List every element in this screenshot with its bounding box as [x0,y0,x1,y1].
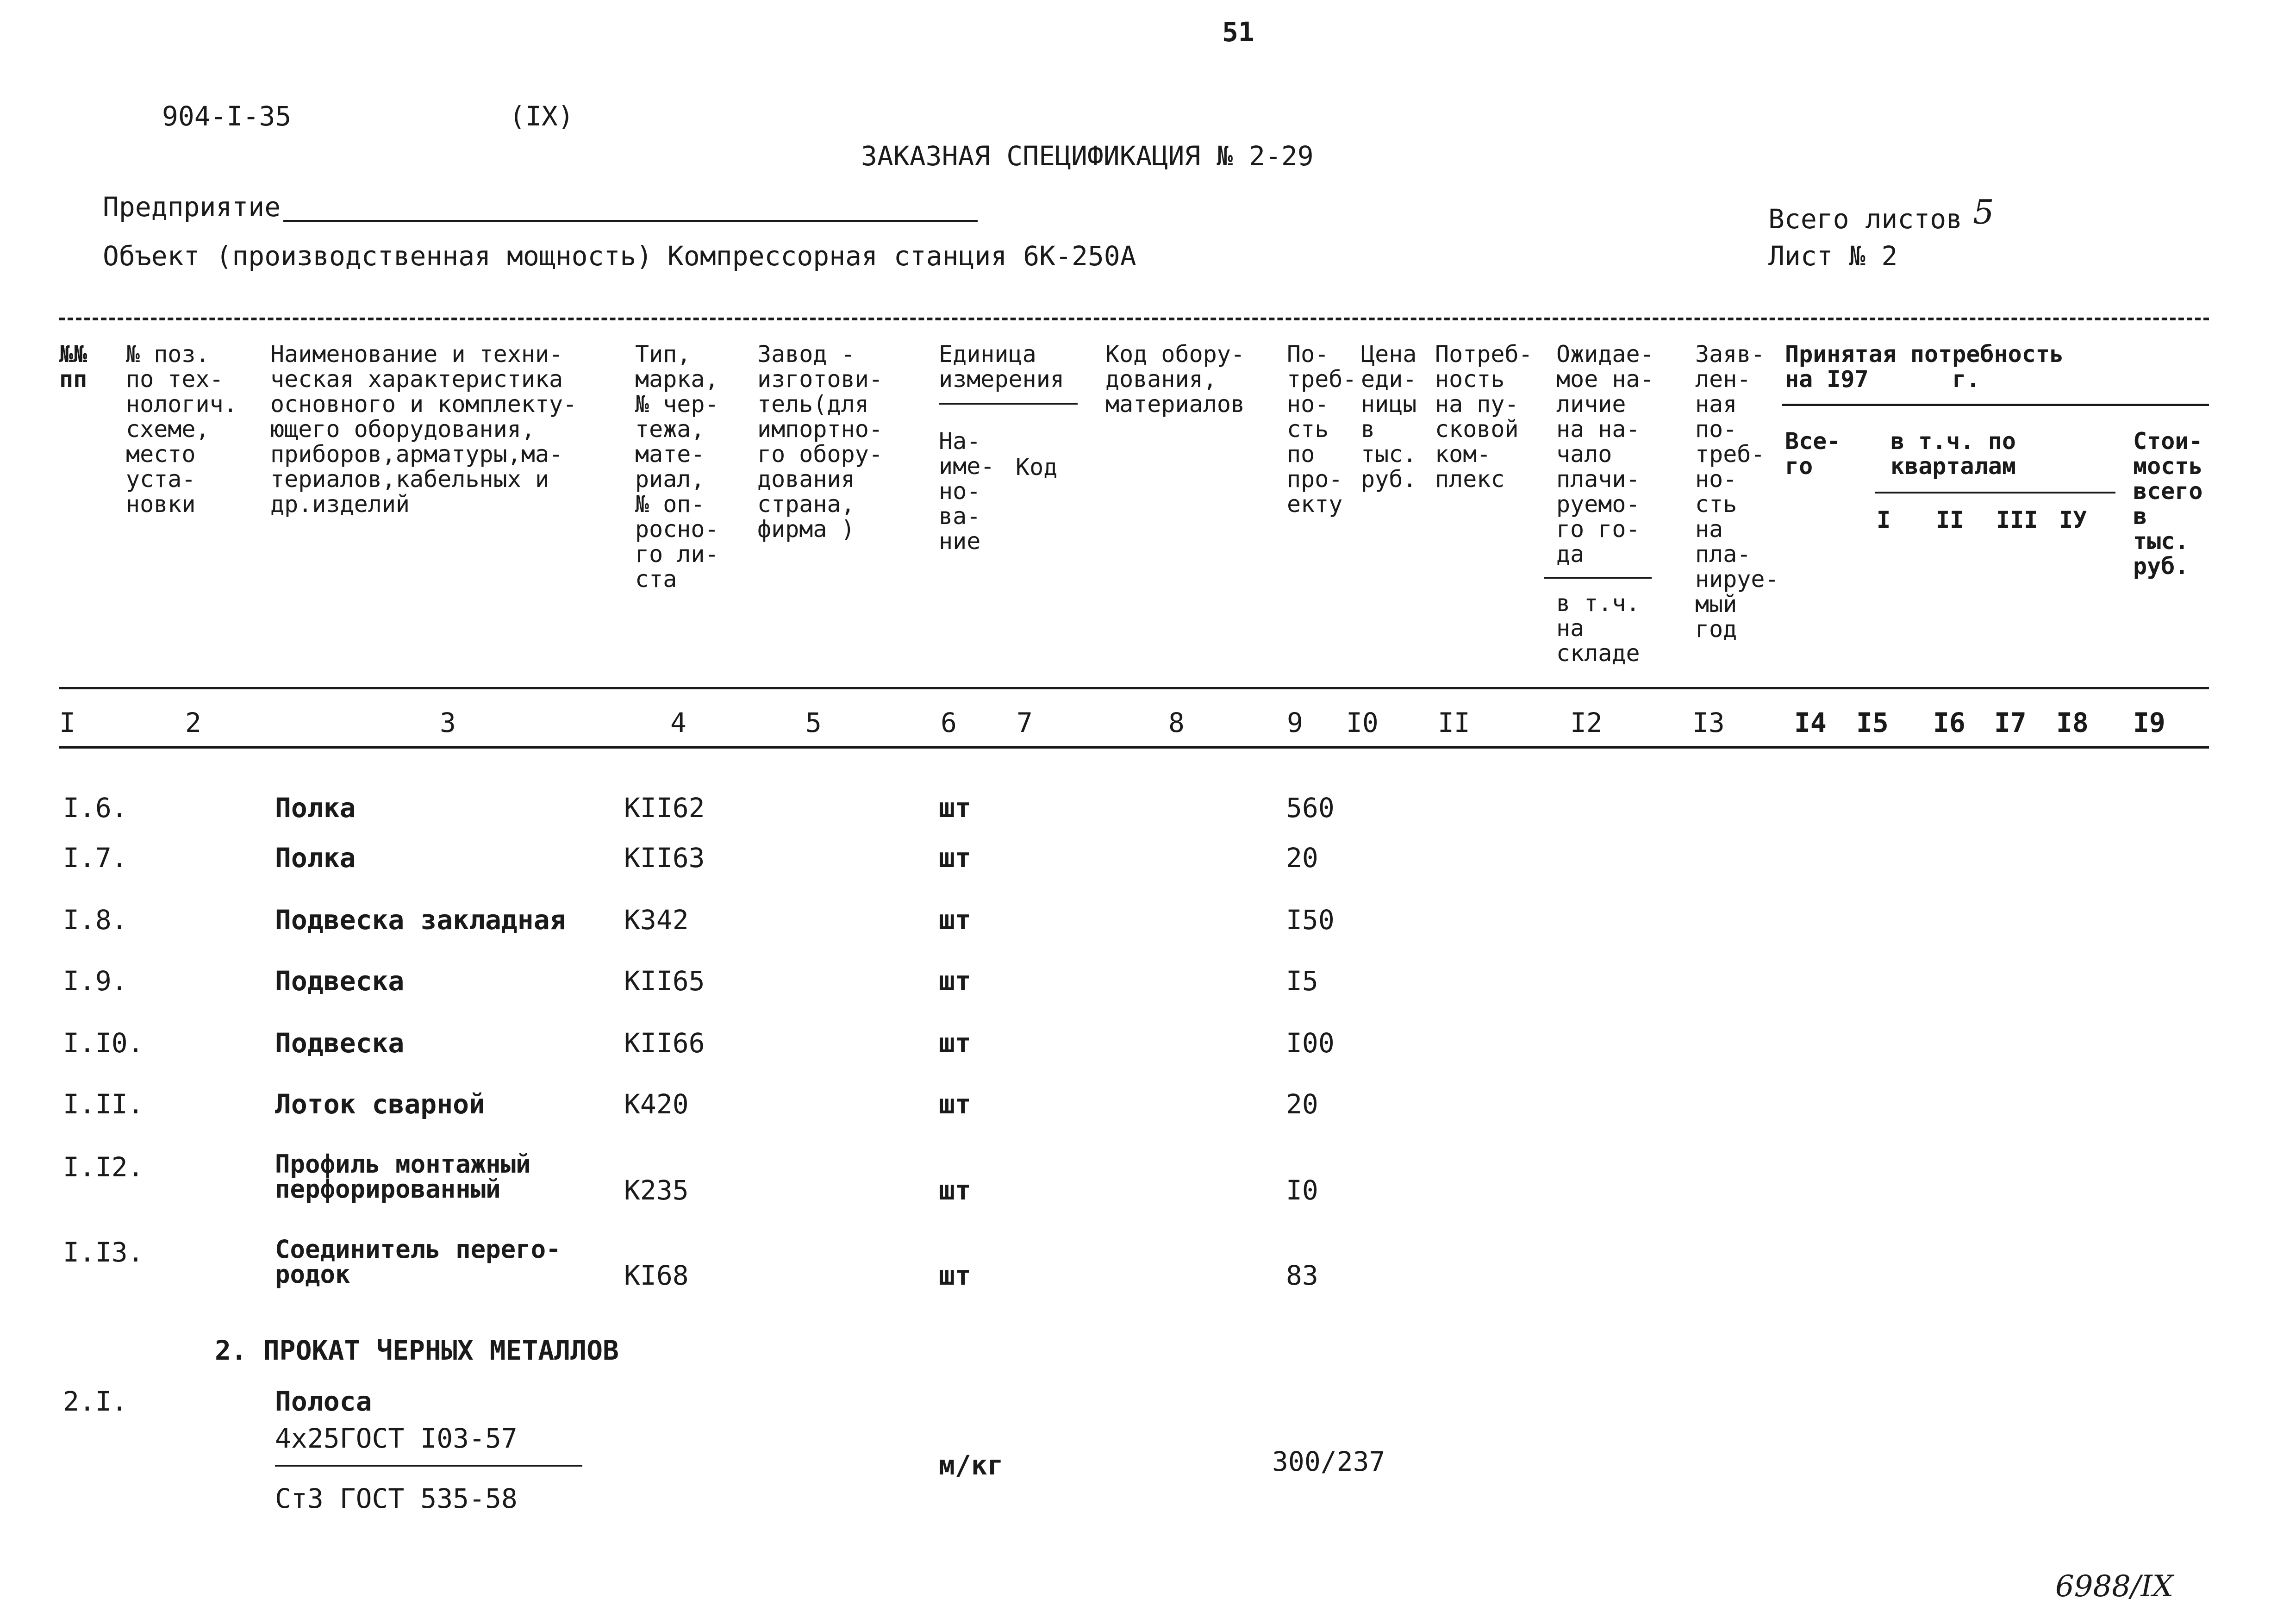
row-qty: I0 [1286,1174,1318,1206]
col-header-2: № поз. по тех- нологич. схеме, место уста- новки [126,341,237,518]
col-header-7: Код [1016,454,1058,481]
col-number-5: 5 [805,707,822,738]
col-header-8: Код обору- дования, материалов [1105,341,1245,418]
col-number-1: I [59,707,75,738]
row-name: Подвеска закладная [275,904,566,936]
col-header-12: Ожидае- мое на- личие на на- чало плачи- руемо- го го- да [1556,341,1654,568]
row-unit: шт [939,965,971,997]
col-header-19: Стои- мость всего в тыс. руб. [2133,428,2203,580]
col-number-15: I5 [1856,707,1889,738]
row-number: I.7. [63,842,128,874]
col12-divider [1544,577,1652,579]
col-header-unit: Единица измерения [939,341,1064,393]
col-number-10: I0 [1346,707,1379,738]
col-header-11: Потреб- ность на пу- сковой ком- плекс [1435,341,1533,493]
row-qty: I50 [1286,904,1335,936]
row-number: 2.I. [63,1386,128,1417]
handwritten-signature: 6988/IX [2055,1569,2174,1604]
col-number-17: I7 [1994,707,2027,738]
col-header-4: Тип, марка, № чер- тежа, мате- риал, № оп- росно- го ли- ста [635,341,719,593]
col-number-8: 8 [1168,707,1185,738]
row-type: КII62 [624,792,705,824]
row-name: Подвеска [275,1027,405,1059]
col-header-13: Заяв- лен- ная по- треб- но- сть на пла- нируе- мый год [1695,341,1779,643]
row-number: I.I3. [63,1237,144,1268]
col-number-11: II [1438,707,1470,738]
col-number-16: I6 [1933,707,1965,738]
col-header-3: Наименование и техни- ческая характеристика основного и комплекту- ющего оборудования, приборов,арматуры,ма- териалов,кабельных и др.изделий [270,341,577,518]
page-number: 51 [1222,16,1254,48]
row-name: Полка [275,792,356,824]
row-type: КII66 [624,1027,705,1059]
row-number: I.I0. [63,1027,144,1059]
col-number-14: I4 [1794,707,1827,738]
row-type: К342 [624,904,689,936]
col-number-13: I3 [1692,707,1725,738]
row-unit: шт [939,1027,971,1059]
col-header-accepted: Принятая потребность на I97 г. [1785,341,2064,393]
col-number-19: I9 [2133,707,2165,738]
row-qty: I00 [1286,1027,1335,1059]
row-qty: 20 [1286,1088,1318,1120]
document-title: ЗАКАЗНАЯ СПЕЦИФИКАЦИЯ № 2-29 [861,140,1314,172]
numbers-bottom-rule [59,746,2209,749]
row-name: Лоток сварной [275,1088,485,1120]
col-number-12: I2 [1570,707,1603,738]
row-name: Полоса [275,1386,372,1417]
row-unit: шт [939,792,971,824]
col-header-q3: III [1996,506,2038,533]
col-number-3: 3 [440,707,456,738]
row-type: К235 [624,1174,689,1206]
col-number-7: 7 [1017,707,1033,738]
col-number-9: 9 [1287,707,1303,738]
row-unit: шт [939,1088,971,1120]
col-header-q1: I [1877,506,1891,533]
col-header-q2: II [1936,506,1964,533]
object-value: Компрессорная станция 6К-250А [668,240,1136,272]
row-number: I.I2. [63,1151,144,1183]
row-type: К420 [624,1088,689,1120]
accepted-divider [1782,404,2209,406]
row-unit: шт [939,904,971,936]
header-bottom-rule [59,687,2209,689]
col-header-10: Цена еди- ницы в тыс. руб. [1361,341,1417,493]
row-number: I.9. [63,965,128,997]
quarters-divider [1875,492,2115,493]
spec-fraction-line [275,1465,582,1467]
row-type: КI68 [624,1260,689,1291]
row-qty: 560 [1286,792,1335,824]
row-number: I.6. [63,792,128,824]
row-qty: 83 [1286,1260,1318,1291]
row-qty: 300/237 [1272,1446,1385,1477]
row-number: I.II. [63,1088,144,1120]
object-label: Объект (производственная мощность) [103,240,653,272]
unit-divider [939,403,1078,405]
row-type: КII63 [624,842,705,874]
row-qty: I5 [1286,965,1318,997]
col-header-5: Завод - изготови- тель(для импортно- го обору- дования страна, фирма ) [757,341,883,543]
row-unit: шт [939,1174,971,1206]
col-number-18: I8 [2056,707,2089,738]
col-number-6: 6 [941,707,957,738]
col-header-14: Все- го [1785,428,1841,480]
document-part: (IX) [509,100,574,132]
row-spec-top: 4х25ГОСТ I03-57 [275,1423,518,1454]
table-top-rule [59,318,2209,320]
row-name: Соединитель перего- родок [275,1235,561,1289]
row-spec-bottom: Ст3 ГОСТ 535-58 [275,1483,518,1514]
section-title: 2. ПРОКАТ ЧЕРНЫХ МЕТАЛЛОВ [215,1335,619,1366]
col-header-6: На- име- но- ва- ние [939,428,995,555]
row-name: Профиль монтажный перфорированный [275,1149,531,1204]
row-name: Полка [275,842,356,874]
col-number-4: 4 [670,707,686,738]
enterprise-label: Предприятие [103,191,281,223]
row-name: Подвеска [275,965,405,997]
col-header-12b: в т.ч. на складе [1556,590,1640,667]
row-unit: м/кг [939,1449,1004,1481]
row-qty: 20 [1286,842,1318,874]
document-code: 904-I-35 [162,100,292,132]
total-sheets-value: 5 [1973,193,1994,231]
col-header-1: №№ пп [59,341,87,393]
row-number: I.8. [63,904,128,936]
row-unit: шт [939,842,971,874]
row-type: КII65 [624,965,705,997]
col-number-2: 2 [185,707,201,738]
col-header-9: По- треб- но- сть по про- екту [1287,341,1357,518]
col-header-q4: IУ [2059,506,2087,533]
total-sheets-label: Всего листов [1768,203,1963,235]
row-unit: шт [939,1260,971,1291]
sheet-label: Лист № 2 [1768,240,1898,272]
col-header-quarters: в т.ч. по кварталам [1890,428,2016,480]
enterprise-underline [283,220,978,222]
